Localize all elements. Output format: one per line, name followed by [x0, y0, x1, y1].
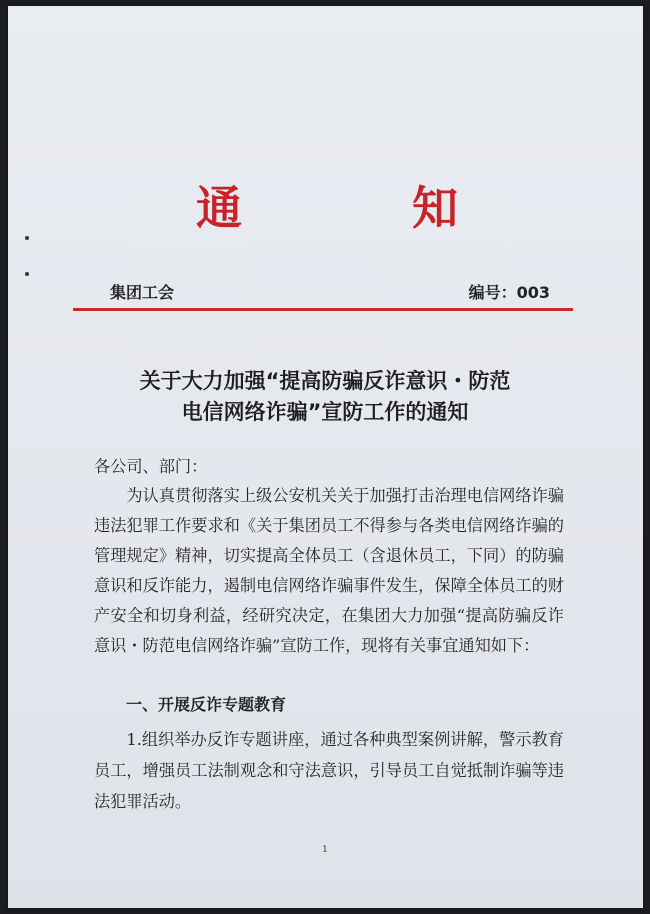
header-row [110, 280, 550, 303]
section-heading: 一、开展反诈专题教育 [126, 695, 287, 714]
page-number: 1 [322, 845, 328, 855]
title-line-2: 电信网络诈骗”宣防工作的通知 [181, 400, 469, 424]
punch-hole-mark [25, 272, 29, 276]
red-divider-line [73, 308, 573, 311]
masthead-char-2: 知 [412, 181, 458, 235]
intro-paragraph: 为认真贯彻落实上级公安机关关于加强打击治理电信网络诈骗违法犯罪工作要求和《关于集团员工不得参与各类电信网络诈骗的管理规定》精神，切实提高全体员工（含退休员工，下同）的防骗意识和反诈能力，遏制电信网络诈骗事件发生，保障全体员工的财产安全和切身利益，经研究决定，在集团大力加强“提高防骗反诈意识・防范电信网络诈骗”宣防工作，现将有关事宜通知如下： [94, 486, 564, 655]
document-number: 编号：003 [468, 283, 550, 302]
section-item-paragraph: 1.组织举办反诈专题讲座，通过各种典型案例讲解，警示教育员工，增强员工法制观念和守法意识，引导员工自觉抵制诈骗等违法犯罪活动。 [94, 730, 564, 811]
document-title [75, 366, 575, 428]
salutation: 各公司、部门： [94, 457, 208, 476]
punch-hole-mark [25, 236, 29, 240]
masthead-char-1: 通 [196, 181, 242, 235]
title-line-1: 关于大力加强“提高防骗反诈意识・防范 [139, 369, 511, 393]
issuer-name: 集团工会 [110, 283, 175, 302]
